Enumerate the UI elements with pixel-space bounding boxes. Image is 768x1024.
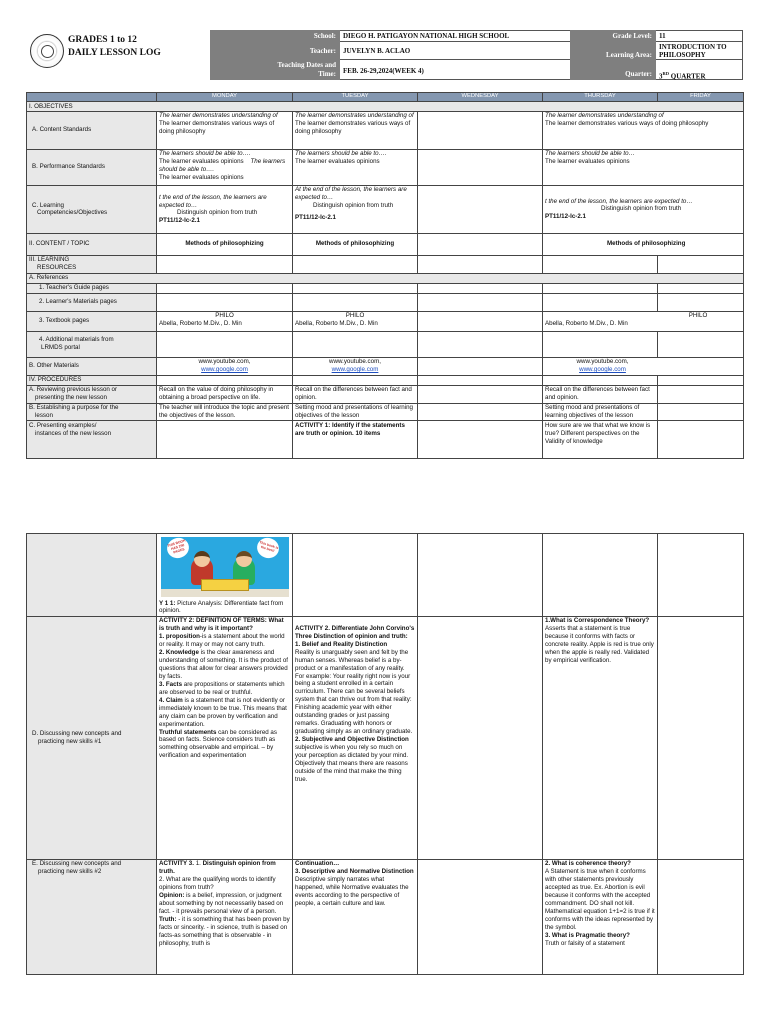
tuesday-perf-intro: The learners should be able to….: [295, 150, 387, 158]
reviewing-row: [27, 385, 744, 403]
friday-resources: [658, 255, 744, 273]
thursday-other-materials: [543, 357, 744, 375]
monday-truth-def: [159, 916, 290, 948]
textbook-row: [27, 311, 744, 331]
friday-discussing-1: [658, 616, 744, 859]
wednesday-competencies: [418, 185, 543, 233]
title-grades: GRADES 1 to 12: [68, 35, 137, 45]
other-materials-row: [27, 357, 744, 375]
learners-materials-label: 2. Learner's Materials pages: [27, 293, 157, 311]
friday-reviewing: [658, 385, 744, 403]
reviewing-label: [27, 385, 157, 403]
references-label: A. References: [27, 273, 744, 283]
competencies-label-line1: C. Learning: [32, 201, 64, 209]
friday-tg: [658, 283, 744, 293]
additional-line1: 4. Additional materials from: [39, 336, 114, 344]
monday-content-standards: [157, 111, 293, 149]
thursday-discussing-2: [543, 859, 658, 974]
log-title: [68, 34, 161, 60]
monday-qualifying-words: 2. What are the qualifying words to identify opinions from truth?: [159, 876, 276, 892]
tuesday-distinction-2-text: subjective is when you rely so much on your perception as dictated by your mind. Objectively that means there are reasons outside of the mind that make the thing true.: [295, 743, 409, 783]
discussing-2-line2: practicing new skills #2: [38, 868, 102, 876]
grade-value: 11: [656, 30, 743, 42]
quarter-value: [656, 60, 743, 80]
teacher-value: JUVELYN B. ACLAO: [340, 42, 570, 60]
thursday-additional: [543, 331, 658, 357]
discussing-1-label: [27, 616, 157, 859]
monday-def-2: [159, 649, 290, 681]
tuesday-comp-intro: At the end of the lesson, the learners are expected to…: [295, 186, 407, 202]
thursday-correspondence-title: 1.What is Correspondence Theory?: [545, 617, 650, 625]
learning-resources-line2: RESOURCES: [37, 264, 77, 272]
wednesday-performance: [418, 149, 543, 185]
header-info-grid: [210, 30, 743, 80]
tuesday-textbook: [293, 311, 418, 331]
discussing-1-row: [27, 616, 744, 859]
performance-standards-row: [27, 149, 744, 185]
monday-perf-line: [159, 158, 290, 174]
monday-def-1: [159, 633, 290, 649]
monday-proc: [157, 375, 293, 385]
area-value-line1: INTRODUCTION TO: [659, 43, 727, 51]
monday-def-3: [159, 681, 290, 697]
reviewing-line2: presenting the new lesson: [35, 394, 107, 402]
wednesday-tg: [418, 283, 543, 293]
monday-perf-intro2: The learners should be able to….: [159, 158, 286, 174]
discussing-1-line1: D. Discussing new concepts and: [32, 729, 122, 737]
wednesday-reviewing: [418, 385, 543, 403]
tuesday-content-text: The learner demonstrates various ways of doing philosophy: [295, 120, 411, 136]
procedures-label: IV. PROCEDURES: [27, 375, 157, 385]
competencies-label: [27, 185, 157, 233]
tuesday-distinction-3: [295, 868, 415, 908]
day-monday: MONDAY: [157, 93, 293, 102]
content-topic-label: II. CONTENT / TOPIC: [27, 233, 157, 255]
title-dll: DAILY LESSON LOG: [68, 47, 161, 58]
quarter-label: Quarter:: [570, 60, 656, 80]
learning-resources-line1: III. LEARNING: [29, 256, 70, 264]
day-wednesday: WEDNESDAY: [418, 93, 543, 102]
picture-caption: [159, 600, 290, 616]
friday-purpose: [658, 403, 744, 421]
wednesday-lm: [418, 293, 543, 311]
monday-lm: [157, 293, 293, 311]
school-label: School:: [210, 30, 340, 42]
days-header-row: [27, 93, 744, 102]
monday-reviewing: Recall on the value of doing philosophy in obtaining a broad perspective on life.: [157, 385, 293, 403]
thursday-lm: [543, 293, 658, 311]
content-topic-row: [27, 233, 744, 255]
thursday-picture-cell: [543, 534, 658, 617]
friday-picture-cell: [658, 534, 744, 617]
lesson-table-part1: [26, 92, 744, 459]
thursday-comp-text: Distinguish opinion from truth: [601, 205, 682, 213]
thursday-tb-title: PHILO: [688, 312, 708, 320]
monday-content-intro: The learner demonstrates understanding of: [159, 112, 278, 120]
performance-standards-label: B. Performance Standards: [27, 149, 157, 185]
references-row: [27, 273, 744, 283]
monday-comp-text: Distinguish opinion from truth: [177, 209, 258, 217]
tuesday-content-intro: The learner demonstrates understanding of: [295, 112, 414, 120]
monday-performance: [157, 149, 293, 185]
monday-activity3-task: Distinguish opinion from truth.: [159, 860, 276, 876]
thursday-textbook: [543, 311, 744, 331]
dates-label-line2: Time:: [318, 70, 336, 78]
kids-reading-illustration: [161, 537, 289, 597]
monday-opinion-text: is a belief, impression, or judgment about something by not necessarily based on fact. - it prevails personal view of a person.: [159, 892, 284, 915]
tuesday-additional: [293, 331, 418, 357]
quarter-sup: RD: [662, 71, 669, 76]
open-book-icon: [201, 579, 249, 591]
monday-additional: [157, 331, 293, 357]
tuesday-content-standards: [293, 111, 418, 149]
learning-resources-label: [27, 255, 157, 273]
content-standards-label: A. Content Standards: [27, 111, 157, 149]
content-standards-row: [27, 111, 744, 149]
monday-google-link[interactable]: www.google.com: [201, 366, 248, 374]
thursday-coherence-text: A Statement is true when it conforms with other statements previously accepted as true. Ex. Abortion is evil because it conforms with the accepted commandment. DO shall not kill. Mathematical equation 1+1=2 is true if it conforms with the ideas represented by the symbol.: [545, 868, 655, 931]
monday-truth-text: - it is something that has been proven by facts or sincerity. - in science, truth is based on facts-as something that is observable - in philosophy, truth is: [159, 915, 290, 947]
tuesday-comp-code: PT11/12-Ic-2.1: [295, 214, 336, 222]
tuesday-resources: [293, 255, 418, 273]
monday-topic: Methods of philosophizing: [157, 233, 293, 255]
monday-purpose: The teacher will introduce the topic and present the objectives of the lesson.: [157, 403, 293, 421]
tuesday-discussing-2: [293, 859, 418, 974]
quarter-rest: QUARTER: [669, 72, 706, 81]
dates-label-line1: Teaching Dates and: [277, 61, 336, 69]
tuesday-proc: [293, 375, 418, 385]
lesson-table-part2: [26, 533, 744, 975]
tuesday-google-link[interactable]: www.google.com: [331, 366, 379, 374]
monday-def-4: [159, 697, 290, 729]
thursday-pragmatic-text: Truth or falsity of a statement: [545, 939, 625, 947]
discussing-2-line1: E. Discussing new concepts and: [32, 860, 122, 868]
thursday-pragmatic-title: 3. What is Pragmatic theory?: [545, 931, 630, 939]
thursday-tb-author: Abella, Roberto M.Div., D. Min: [545, 320, 628, 328]
tuesday-competencies: [293, 185, 418, 233]
monday-truth-term: Truth:: [159, 915, 177, 923]
thursday-reviewing: Recall on the differences between fact and opinion.: [543, 385, 658, 403]
tuesday-activity2-title: ACTIVITY 2. Differentiate John Corvino's Three Distinction of opinion and truth:: [295, 624, 415, 640]
monday-def-1-text: -is a statement about the world or reality. It may or may not carry truth.: [159, 633, 285, 649]
thursday-comp-intro: t the end of the lesson, the learners are expected to…: [545, 197, 693, 205]
teachers-guide-label: 1. Teacher's Guide pages: [27, 283, 157, 293]
wednesday-other-materials: [418, 357, 543, 375]
tuesday-distinction-3-text: Descriptive simply narrates what happened, while Normative evaluates the events according to the perspective of people, a certain culture and law.: [295, 876, 409, 908]
tuesday-reviewing: Recall on the differences between fact and opinion.: [293, 385, 418, 403]
monday-competencies: [157, 185, 293, 233]
tuesday-lm: [293, 293, 418, 311]
wednesday-resources: [418, 255, 543, 273]
day-friday: FRIDAY: [658, 93, 744, 102]
thursday-tg: [543, 283, 658, 293]
deped-seal-icon: [30, 34, 64, 68]
tuesday-purpose: Setting mood and presentations of learning objectives of the lesson: [293, 403, 418, 421]
monday-def-1-term: 1. proposition: [159, 633, 200, 641]
tuesday-picture-cell: [293, 534, 418, 617]
school-value: DIEGO H. PATIGAYON NATIONAL HIGH SCHOOL: [340, 30, 570, 42]
monday-def-5-term: Truthful statements: [159, 728, 217, 736]
dates-value: FEB. 26-29,2024(WEEK 4): [343, 67, 424, 75]
competencies-row: [27, 185, 744, 233]
tuesday-performance: [293, 149, 418, 185]
thursday-youtube: www.youtube.com,: [576, 358, 629, 366]
picture-row: [27, 534, 744, 617]
objectives-row: [27, 102, 744, 112]
competencies-label-line2: Competencies/Objectives: [37, 209, 108, 217]
friday-examples: [658, 421, 744, 459]
area-value-line2: PHILOSOPHY: [659, 51, 706, 59]
dates-label: [210, 60, 340, 80]
monday-perf-intro: The learners should be able to….: [159, 150, 251, 158]
monday-comp-intro: t the end of the lesson, the learners are expected to…: [159, 193, 267, 209]
tuesday-example-text: For example: Your reality right now is your being a student enrolled in a certain curriculum. There can be several beliefs system that can thrive out from that reality: Finishing academic year with either outstanding grades or just passing remarks. Graduating with honors or graduating simply as an ordinary graduate.: [295, 672, 413, 736]
learners-materials-row: [27, 293, 744, 311]
monday-tb-author: Abella, Roberto M.Div., D. Min: [159, 320, 242, 328]
monday-opinion-def: [159, 892, 290, 916]
monday-def-5-text: can be considered as based on facts. Science considers truth as something observable and empirical. – by verification and experimentation: [159, 728, 277, 760]
friday-additional: [658, 331, 744, 357]
thursday-topic: Methods of philosophizing: [543, 233, 744, 255]
thursday-resources: [543, 255, 658, 273]
monday-perf-text2: The learner evaluates opinions: [159, 174, 244, 182]
quarter-num: 3: [659, 72, 663, 81]
wednesday-proc: [418, 375, 543, 385]
monday-def-4-term: 4. Claim: [159, 696, 183, 704]
reviewing-line1: A. Reviewing previous lesson or: [29, 386, 118, 394]
discussing-1-line2: practicing new skills #1: [38, 737, 102, 745]
wednesday-topic: [418, 233, 543, 255]
thursday-content-standards: [543, 111, 744, 149]
monday-youtube: www.youtube.com,: [198, 358, 251, 366]
learning-resources-row: [27, 255, 744, 273]
monday-tg: [157, 283, 293, 293]
purpose-row: [27, 403, 744, 421]
friday-proc: [658, 375, 744, 385]
tuesday-tb-title: PHILO: [345, 312, 365, 320]
monday-tb-title: PHILO: [215, 312, 234, 320]
teachers-guide-row: [27, 283, 744, 293]
picture-caption-activity: Y 1 1:: [159, 599, 176, 607]
monday-content-text: The learner demonstrates various ways of doing philosophy: [159, 120, 275, 136]
wednesday-discussing-2: [418, 859, 543, 974]
monday-def-3-term: 3. Facts: [159, 680, 183, 688]
monday-activity3-title: [159, 860, 290, 876]
tuesday-youtube: www.youtube.com,: [329, 358, 381, 366]
area-label: Learning Area:: [570, 42, 656, 60]
picture-caption-text: Picture Analysis: Differentiate fact from opinion.: [159, 599, 284, 615]
monday-def-2-text: is the clear awareness and understanding of something. It is the product of questions that allow for clear answers provided by facts.: [159, 649, 288, 680]
wednesday-purpose: [418, 403, 543, 421]
monday-examples: [157, 421, 293, 459]
picture-row-label: [27, 534, 157, 617]
purpose-line2: lesson: [35, 411, 53, 419]
friday-discussing-2: [658, 859, 744, 974]
thursday-content-text: The learner demonstrates various ways of doing philosophy: [545, 120, 709, 128]
girl-head: [194, 551, 210, 567]
teacher-label: Teacher:: [210, 42, 340, 60]
monday-def-4-text: is a statement that is not evidently or immediately known to be true. This means that any claim can be proven by verification and experimentation.: [159, 696, 287, 728]
thursday-perf-text: The learner evaluates opinions: [545, 158, 630, 166]
discussing-2-label: [27, 859, 157, 974]
tuesday-perf-text: The learner evaluates opinions: [295, 158, 380, 166]
examples-line1: C. Presenting examples/: [29, 421, 97, 429]
thursday-correspondence-text: Asserts that a statement is true because it conforms with facts or concrete reality. Apple is red is true only when the apple is really red. Validated by empirical verification.: [545, 625, 654, 665]
monday-def-5: [159, 729, 290, 761]
examples-label: [27, 421, 157, 459]
thursday-comp-code: PT11/12-Ic-2.1: [545, 213, 586, 221]
tuesday-distinction-3-term: 3. Descriptive and Normative Distinction: [295, 868, 414, 876]
wednesday-picture-cell: [418, 534, 543, 617]
boy-head: [236, 551, 252, 567]
tuesday-other-materials: [293, 357, 418, 375]
thursday-perf-intro: The learners should be able to…: [545, 150, 635, 158]
opinion-speech-bubble: This book is the best!: [254, 535, 281, 561]
monday-textbook: [157, 311, 293, 331]
thursday-purpose: Setting mood and presentations of learning objectives of the lesson: [543, 403, 658, 421]
monday-resources: [157, 255, 293, 273]
textbook-label: 3. Textbook pages: [27, 311, 157, 331]
area-value: [656, 42, 743, 60]
wednesday-examples: [418, 421, 543, 459]
thursday-coherence-title: 2. What is coherence theory?: [545, 860, 631, 868]
monday-activity3-num: 1.: [193, 860, 203, 868]
monday-def-3-text: are propositions or statements which are observed to be real or truthful.: [159, 680, 285, 696]
tuesday-distinction-2: 2. Subjective and Objective Distinction: [295, 736, 409, 743]
tuesday-tg: [293, 283, 418, 293]
monday-activity2-title: ACTIVITY 2: DEFINITION OF TERMS: What is truth and why is it important?: [159, 617, 284, 633]
monday-discussing-1: [157, 616, 293, 859]
day-tuesday: TUESDAY: [293, 93, 418, 102]
monday-discussing-2: [157, 859, 293, 974]
tuesday-tb-author: Abella, Roberto M.Div., D. Min: [295, 320, 378, 328]
purpose-label: [27, 403, 157, 421]
monday-picture-cell: [157, 534, 293, 617]
day-thursday: THURSDAY: [543, 93, 658, 102]
wednesday-additional: [418, 331, 543, 357]
additional-materials-label: [27, 331, 157, 357]
discussing-2-row: [27, 859, 744, 974]
monday-perf-text: The learner evaluates opinions: [159, 158, 244, 166]
wednesday-content-standards: [418, 111, 543, 149]
monday-activity3-label: ACTIVITY 3.: [159, 860, 194, 868]
monday-def-2-term: 2. Knowledge: [159, 649, 199, 657]
thursday-performance: [543, 149, 744, 185]
monday-comp-code: PT11/12-Ic-2.1: [159, 217, 200, 225]
grade-label: Grade Level:: [570, 30, 656, 42]
thursday-content-intro: The learner demonstrates understanding of: [545, 112, 664, 120]
tuesday-distinction-1-text: Reality is unarguably seen and felt by the human senses. Whereas belief is a by-product or a manifestation of any reality.: [295, 648, 409, 672]
fact-speech-bubble: THIS BOOK HAS 250 PAGES: [164, 535, 191, 561]
tuesday-distinction-1: 1. Belief and Reality Distinction: [295, 640, 388, 648]
objectives-heading: I. OBJECTIVES: [27, 102, 744, 112]
additional-materials-row: [27, 331, 744, 357]
tuesday-examples: ACTIVITY 1: Identify if the statements are truth or opinion. 10 items: [293, 421, 418, 459]
tuesday-discussing-1: [293, 616, 418, 859]
thursday-proc: [543, 375, 658, 385]
thursday-examples: How sure are we that what we know is true? Different perspectives on the Validity of knowledge: [543, 421, 658, 459]
thursday-competencies: [543, 185, 744, 233]
purpose-line1: B. Establishing a purpose for the: [29, 404, 119, 411]
wednesday-discussing-1: [418, 616, 543, 859]
additional-line2: LRMDS portal: [41, 344, 80, 352]
monday-other-materials: [157, 357, 293, 375]
tuesday-topic: Methods of philosophizing: [293, 233, 418, 255]
thursday-google-link[interactable]: www.google.com: [579, 366, 626, 374]
tuesday-comp-text: Distinguish opinion from truth: [313, 202, 394, 210]
examples-row: [27, 421, 744, 459]
monday-opinion-term: Opinion:: [159, 892, 185, 900]
examples-line2: instances of the new lesson: [35, 429, 112, 437]
friday-lm: [658, 293, 744, 311]
other-materials-label: B. Other Materials: [27, 357, 157, 375]
procedures-row: [27, 375, 744, 385]
tuesday-continuation: Continuation…: [295, 860, 340, 868]
lesson-log-header: [26, 30, 743, 82]
wednesday-textbook: [418, 311, 543, 331]
days-header-blank: [27, 93, 157, 102]
thursday-discussing-1: [543, 616, 658, 859]
